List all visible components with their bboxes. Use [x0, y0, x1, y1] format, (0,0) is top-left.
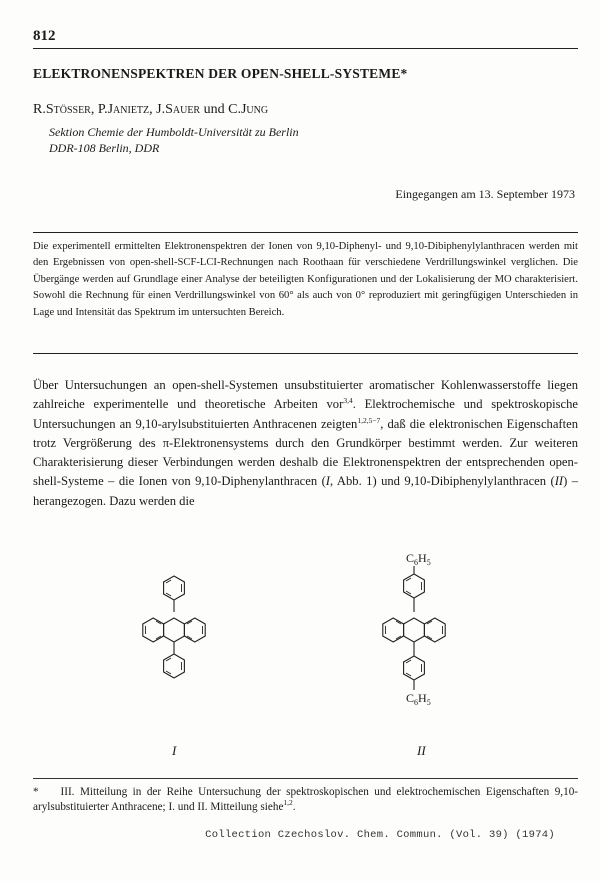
substituent-label-top: $C_6H_5$: [406, 551, 431, 567]
author-name: R.Stösser: [33, 102, 91, 117]
body-text-run: , daß die elektronischen Eigenschaften trotz Vergrößerung des π-Elektronensystems durch den Grundkörper bestimmt werden. Zur weiteren Charakterisierung dieser Verbindungen werden deshalb die Elektronenspektren der entsprechenden open-shell-Systeme – die Ionen von 9,10-Diphenylanthracen (: [33, 416, 578, 489]
header-rule: [33, 48, 578, 49]
structure-dibiphenylylanthracene: [383, 566, 445, 690]
body-paragraph: [33, 376, 578, 511]
page-number: 812: [33, 28, 56, 44]
author-name: C.Jung: [228, 102, 269, 117]
reference-superscript: 1,2,5−7: [357, 415, 381, 425]
body-text-run: Über Untersuchungen an open-shell-Systemen unsubstituierter aromatischer Kohlenwasserstoffe liegen zahlreiche experimentelle und theoretische Arbeiten vor: [33, 378, 578, 412]
compound-label-inline: I: [325, 474, 330, 489]
journal-citation: Collection Czechoslov. Chem. Commun. (Vol. 39) (1974): [205, 829, 555, 841]
author-separator: ,: [149, 102, 157, 117]
author-name: P.Janietz: [97, 102, 150, 117]
footnote: [33, 785, 578, 815]
body-text-run: ) – herangezogen. Dazu werden die: [33, 474, 579, 508]
footnote-text: III. Mitteilung in der Reihe Untersuchung der spektroskopischen und elektrochemischen Eigenschaften 9,10-arylsubstituierter Anthracene; I. und II. Mitteilung siehe: [33, 786, 579, 813]
footnote-rule: [33, 778, 578, 779]
author-conjunction: und: [203, 102, 225, 117]
author-separator: ,: [90, 102, 98, 117]
abstract: Die experimentell ermittelten Elektronenspektren der Ionen von 9,10-Diphenyl- und 9,10-Dibiphenylylanthracen werden mit den Ergebnissen von open-shell-SCF-LCI-Rechnungen nach Roothaan für verschiedene Verdrillungswinkel verglichen. Die Übergänge werden auf Grundlage einer Analyse der beteiligten Konfigurationen und der Lokalisierung der MO charakterisiert. Sowohl die Rechnung für einen Verdrillungswinkel von 60° als auch von 0° reproduziert mit geringfügigen Unterschieden in Lage und Intensität das Spektrum im untersuchten Bereich.: [33, 241, 578, 318]
substituent-label-bottom: $C_6H_5$: [406, 691, 431, 707]
author-list: [33, 102, 268, 118]
footnote-marker: *: [33, 786, 39, 798]
affiliation-line: DDR-108 Berlin, DDR: [49, 141, 160, 155]
abstract-top-rule: [33, 232, 578, 233]
anthracene-center-ring: [404, 618, 425, 642]
abstract-bottom-rule: [33, 353, 578, 354]
compound-label-inline: II: [554, 474, 564, 489]
affiliation-line: Sektion Chemie der Humboldt-Universität zu Berlin: [49, 125, 299, 139]
footnote-end: .: [292, 801, 296, 813]
article-title: ELEKTRONENSPEKTREN DER OPEN-SHELL-SYSTEME*: [33, 66, 408, 81]
reference-superscript: 1,2: [283, 798, 293, 807]
received-date: Eingegangen am 13. September 1973: [395, 187, 575, 201]
structure-figure: [0, 540, 600, 770]
body-text-run: , Abb. 1) und 9,10-Dibiphenylylanthracen (: [329, 474, 555, 489]
body-text-run: . Elektrochemische und spektroskopische Untersuchungen an 9,10-arylsubstituierten Anthracenen zeigten: [33, 397, 578, 431]
compound-label-II: II: [417, 743, 426, 758]
author-name: J.Sauer: [156, 102, 201, 117]
structure-diphenylanthracene: [143, 576, 205, 678]
anthracene-center-ring: [164, 618, 185, 642]
affiliation: [49, 124, 299, 156]
compound-label-I: I: [172, 743, 177, 758]
reference-superscript: 3,4: [343, 396, 353, 406]
